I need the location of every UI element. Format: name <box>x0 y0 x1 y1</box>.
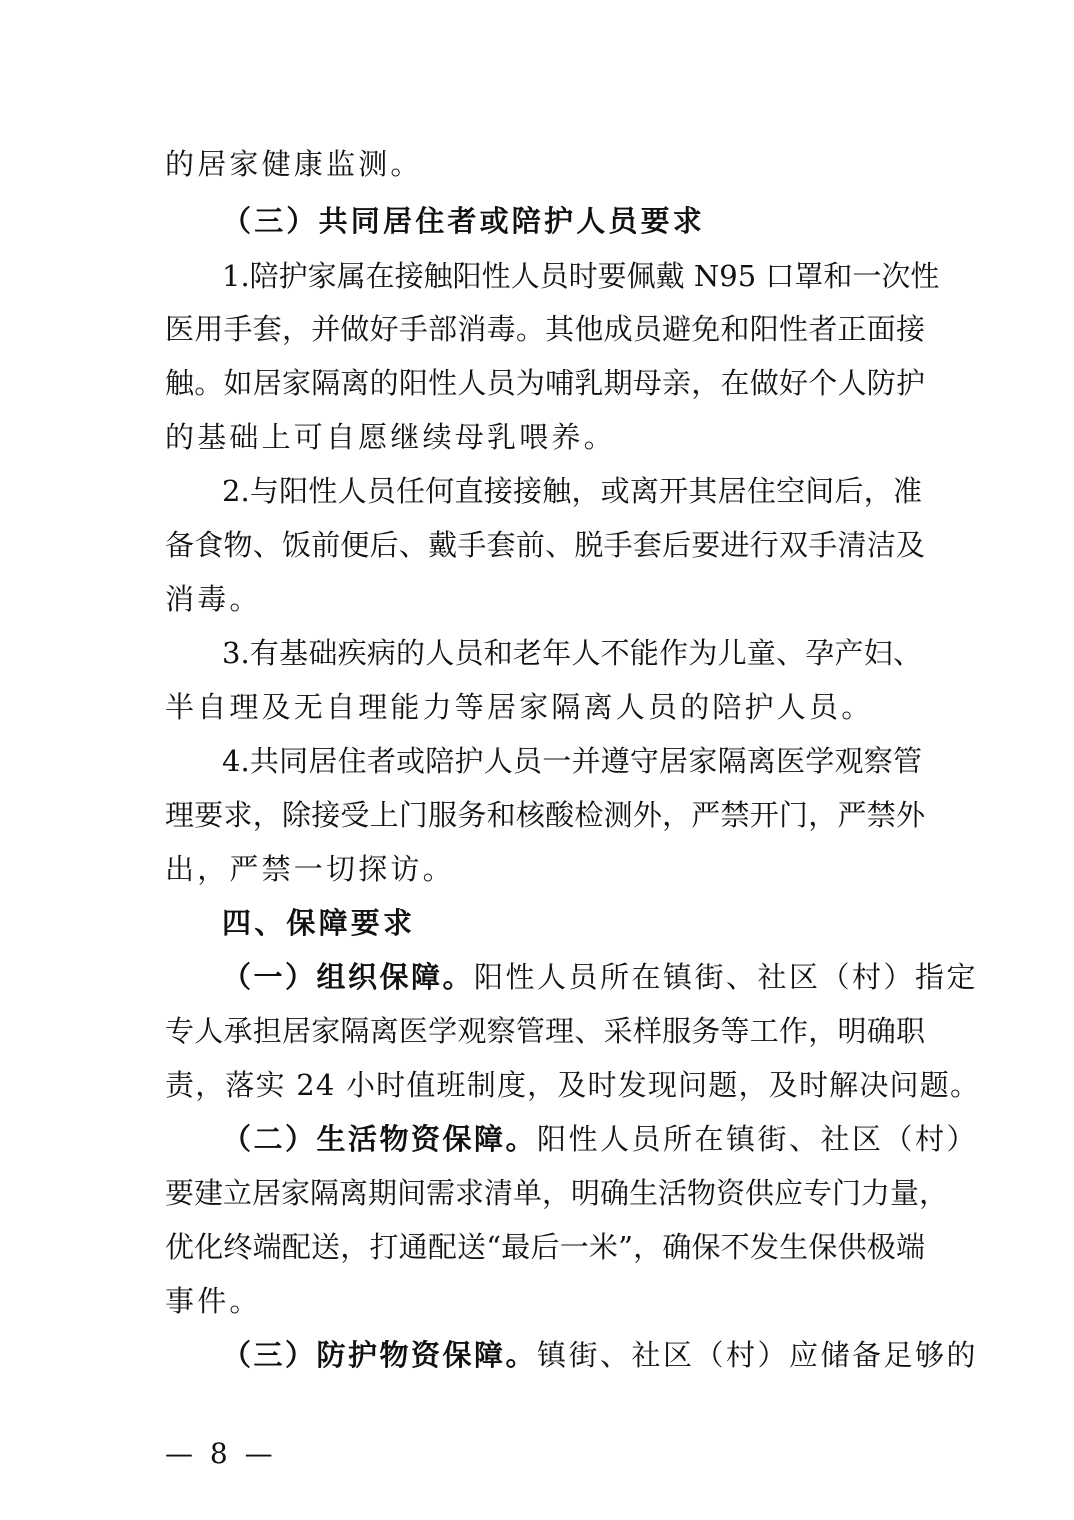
subsection-label: （一）组织保障。 <box>222 960 475 994</box>
text-line <box>222 1121 979 1157</box>
section-heading: 四、保障要求 <box>222 906 416 940</box>
text-line: 半自理及无自理能力等居家隔离人员的陪护人员。 <box>165 690 874 724</box>
text-line: 责，落实 24 小时值班制度，及时发现问题，及时解决问题。 <box>165 1068 981 1102</box>
text-line: 要建立居家隔离期间需求清单，明确生活物资供应专门力量， <box>165 1176 949 1210</box>
text-line: 事件。 <box>165 1284 262 1318</box>
text-line: 优化终端配送，打通配送“最后一米”，确保不发生保供极端 <box>165 1230 925 1264</box>
text-line: 的基础上可自愿继续母乳喂养。 <box>165 420 616 454</box>
text-line: 3.有基础疾病的人员和老年人不能作为儿童、孕产妇、 <box>222 636 922 670</box>
text-run: 镇街、社区（村）应储备足够的 <box>537 1338 979 1372</box>
text-line: 消毒。 <box>165 582 262 616</box>
text-run: 阳性人员所在镇街、社区（村）指定 <box>474 960 979 994</box>
text-line: 理要求，除接受上门服务和核酸检测外，严禁开门，严禁外 <box>165 798 925 832</box>
subsection-label: （二）生活物资保障。 <box>222 1122 538 1156</box>
text-run: 阳性人员所在镇街、社区（村） <box>537 1122 979 1156</box>
text-line: 4.共同居住者或陪护人员一并遵守居家隔离医学观察管 <box>222 744 922 778</box>
text-line: 备食物、饭前便后、戴手套前、脱手套后要进行双手清洁及 <box>165 528 925 562</box>
subsection-label: （三）防护物资保障。 <box>222 1338 538 1372</box>
text-line: 专人承担居家隔离医学观察管理、采样服务等工作，明确职 <box>165 1014 925 1048</box>
text-line <box>222 1337 979 1373</box>
text-line: 出，严禁一切探访。 <box>165 852 455 886</box>
text-line <box>222 959 979 995</box>
text-line: 触。如居家隔离的阳性人员为哺乳期母亲，在做好个人防护 <box>165 366 925 400</box>
text-line: 1.陪护家属在接触阳性人员时要佩戴 N95 口罩和一次性 <box>222 259 940 293</box>
text-line: 医用手套，并做好手部消毒。其他成员避免和阳性者正面接 <box>165 312 925 346</box>
text-line: 2.与阳性人员任何直接接触，或离开其居住空间后，准 <box>222 474 922 508</box>
page-number: — 8 — <box>165 1437 277 1470</box>
text-line: 的居家健康监测。 <box>165 147 423 181</box>
subsection-heading: （三）共同居住者或陪护人员要求 <box>222 204 706 238</box>
